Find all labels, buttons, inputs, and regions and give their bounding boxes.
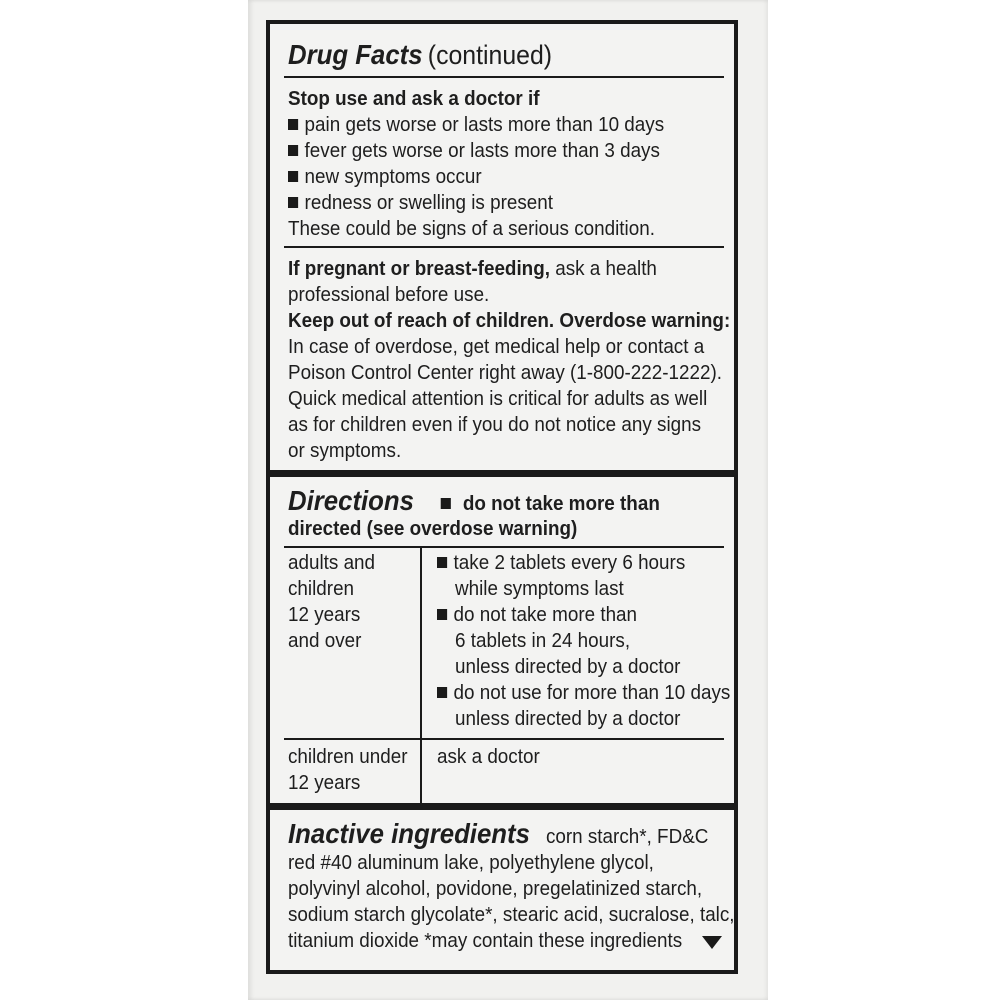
table-cell-group: 12 years: [288, 603, 361, 626]
bullet-square-icon: [288, 197, 298, 208]
inactive-ingredients-title: Inactive ingredients: [288, 818, 530, 849]
directions-table-top: [284, 546, 724, 548]
table-cell-group: 12 years: [288, 771, 361, 794]
bullet-square-icon: [437, 609, 447, 620]
overdose-text: Quick medical attention is critical for adults as well: [288, 387, 708, 410]
list-item: redness or swelling is present: [288, 190, 553, 216]
list-item-continuation: 6 tablets in 24 hours,: [455, 629, 631, 652]
drug-facts-panel: [266, 20, 738, 974]
overdose-text: Poison Control Center right away (1-800-222-1222).: [288, 361, 723, 384]
table-row-divider: [284, 738, 724, 740]
table-cell-group: children under: [288, 745, 408, 768]
inactive-ingredients-text: sodium starch glycolate*, stearic acid, sucralose, talc,: [288, 903, 735, 926]
section-bar-directions: [270, 470, 734, 477]
overdose-text: or symptoms.: [288, 439, 402, 462]
section-bar-inactive: [270, 803, 734, 810]
stop-use-heading: Stop use and ask a doctor if: [288, 87, 540, 110]
drug-facts-title: Drug Facts: [288, 39, 423, 70]
bullet-square-icon: [441, 498, 451, 509]
drug-facts-continued: (continued): [427, 40, 553, 70]
continued-arrow-icon: [702, 936, 722, 949]
pregnancy-warning-line2: professional before use.: [288, 283, 490, 306]
stop-use-note: These could be signs of a serious condition.: [288, 217, 655, 240]
directions-warning-line2: directed (see overdose warning): [288, 517, 578, 540]
list-item: pain gets worse or lasts more than 10 days: [288, 112, 664, 138]
table-cell-group: children: [288, 577, 355, 600]
directions-warning: do not take more than: [462, 492, 660, 515]
list-item: new symptoms occur: [288, 164, 482, 190]
bullet-square-icon: [437, 557, 447, 568]
bullet-square-icon: [437, 687, 447, 698]
list-item: do not take more than: [437, 602, 637, 628]
bullet-square-icon: [288, 171, 298, 182]
table-cell-group: and over: [288, 629, 362, 652]
stop-use-divider: [284, 246, 724, 248]
list-item: do not use for more than 10 days: [437, 680, 730, 706]
inactive-ingredients-text: titanium dioxide *may contain these ingredients: [288, 929, 683, 952]
overdose-heading: Keep out of reach of children. Overdose warning:: [288, 309, 731, 332]
bullet-square-icon: [288, 145, 298, 156]
overdose-text: as for children even if you do not notice any signs: [288, 413, 702, 436]
list-item: take 2 tablets every 6 hours: [437, 550, 685, 576]
directions-table-divider: [420, 546, 422, 803]
inactive-ingredients-text: corn starch*, FD&C: [545, 825, 709, 848]
pregnancy-warning: If pregnant or breast-feeding, ask a health: [288, 257, 657, 280]
table-cell-instruction: ask a doctor: [437, 745, 540, 768]
list-item-continuation: unless directed by a doctor: [455, 707, 681, 730]
list-item: fever gets worse or lasts more than 3 days: [288, 138, 660, 164]
table-cell-group: adults and: [288, 551, 376, 574]
list-item-continuation: unless directed by a doctor: [455, 655, 681, 678]
header-divider: [284, 76, 724, 78]
list-item-continuation: while symptoms last: [455, 577, 624, 600]
inactive-ingredients-text: polyvinyl alcohol, povidone, pregelatinized starch,: [288, 877, 703, 900]
bullet-square-icon: [288, 119, 298, 130]
overdose-text: In case of overdose, get medical help or contact a: [288, 335, 705, 358]
inactive-ingredients-text: red #40 aluminum lake, polyethylene glycol,: [288, 851, 654, 874]
directions-title: Directions: [288, 485, 414, 516]
